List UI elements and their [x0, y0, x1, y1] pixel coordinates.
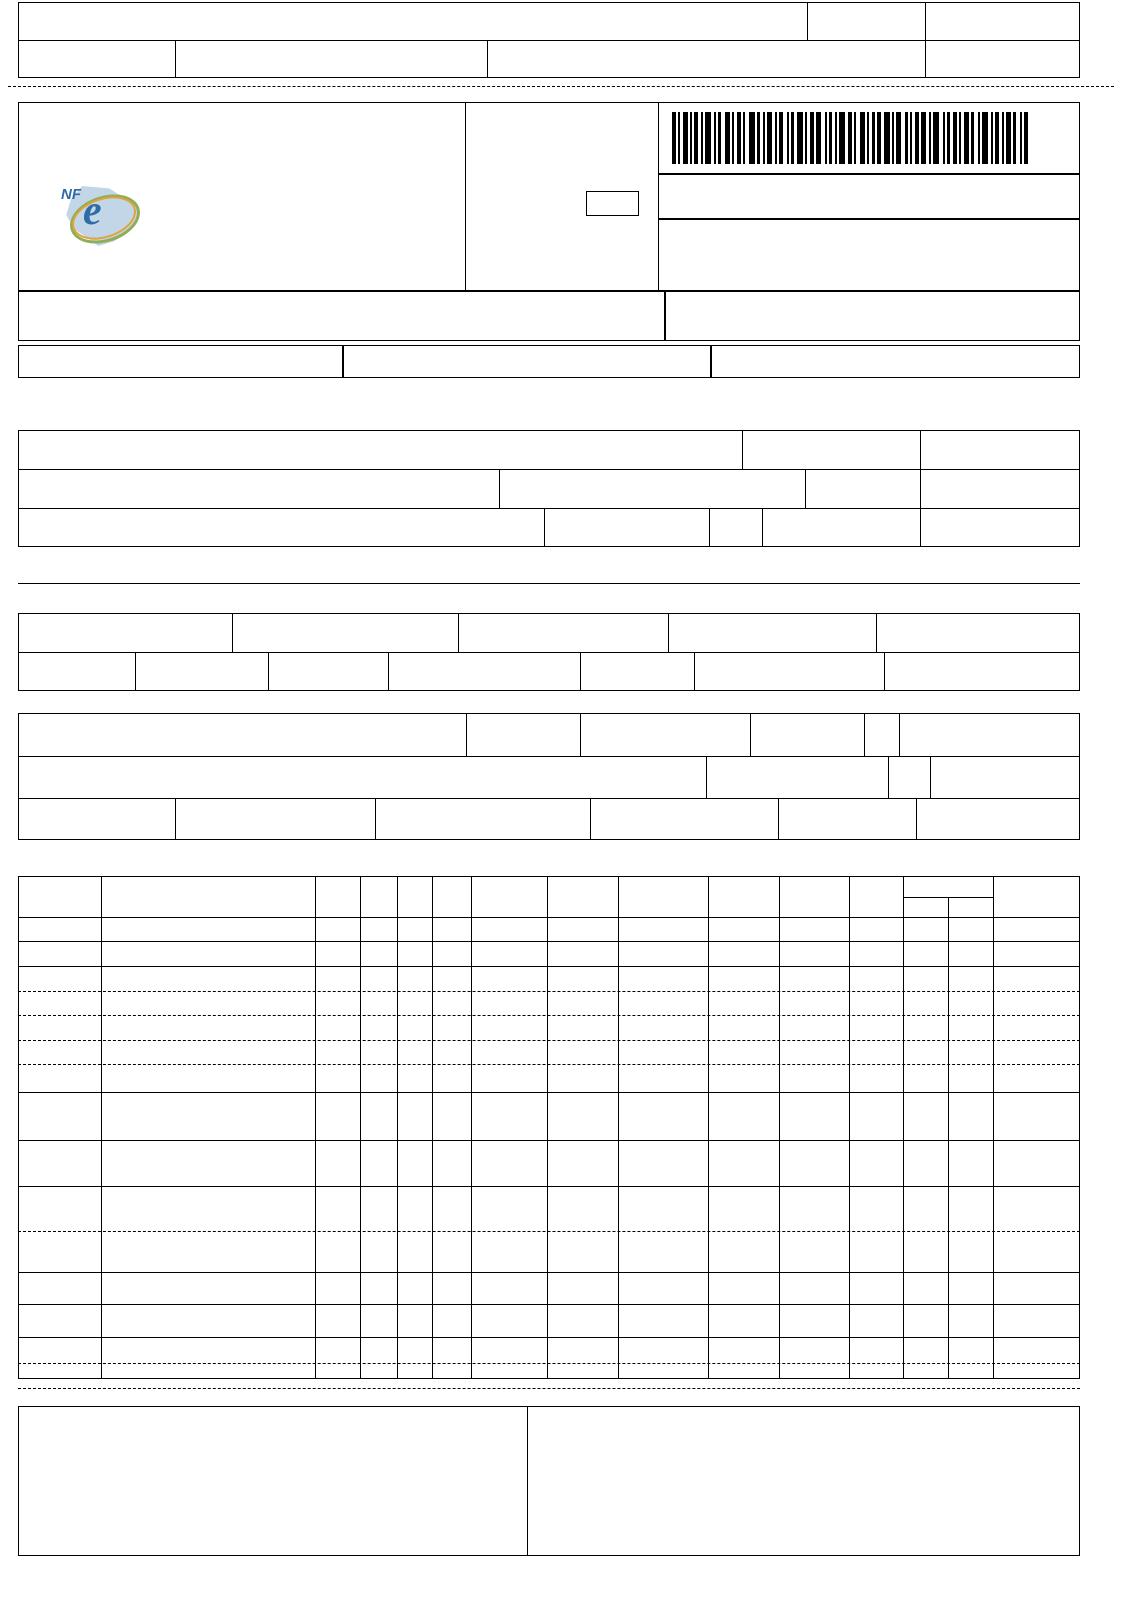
recibo-divider — [18, 40, 1080, 41]
dest-r1-div-1 — [742, 430, 743, 469]
dest-r1-div-2 — [920, 430, 921, 547]
imposto-row-div — [18, 652, 1080, 653]
prod-row-sep-11 — [18, 1272, 1080, 1273]
transp-row-div-1 — [18, 756, 1080, 757]
nfe-logo: NF e — [55, 180, 151, 250]
inscricao-st-cell — [343, 345, 711, 378]
prod-row-sep-12 — [18, 1304, 1080, 1305]
dados-adicionais-split — [527, 1406, 528, 1556]
chave-acesso-cell — [658, 174, 1080, 219]
transp-r1-d2 — [580, 713, 581, 756]
dados-adicionais-block — [18, 1406, 1080, 1556]
imp-r1-d3 — [668, 613, 669, 652]
transportador-block — [18, 713, 1080, 840]
imp-r2-d1 — [135, 652, 136, 691]
imp-r2-d2 — [268, 652, 269, 691]
prod-row-sep-7 — [18, 1092, 1080, 1093]
transp-r3-d2 — [375, 798, 376, 840]
recibo-top-div-1 — [807, 2, 808, 40]
imp-r2-d4 — [580, 652, 581, 691]
cut-line-bottom — [18, 1388, 1080, 1389]
natureza-operacao-cell — [18, 291, 665, 341]
protocolo-cell — [665, 291, 1080, 341]
prod-row-sep-9 — [18, 1186, 1080, 1187]
imposto-separator — [18, 583, 1080, 584]
recibo-bottom-div-2 — [487, 40, 488, 78]
prod-row-sep-8 — [18, 1140, 1080, 1141]
consulta-autenticidade-cell — [658, 219, 1080, 291]
inscricao-estadual-cell — [18, 345, 343, 378]
dest-r2-div-2 — [805, 469, 806, 508]
emitente-danfe-split-1 — [465, 102, 466, 291]
transp-r1-d4 — [864, 713, 865, 756]
prod-row-sep-1 — [18, 941, 1080, 942]
prod-row-sep-4 — [18, 1015, 1080, 1016]
chave-acesso-barcode — [672, 112, 1066, 164]
prod-col-13 — [948, 897, 949, 1379]
imp-r2-d3 — [388, 652, 389, 691]
prod-row-sep-2 — [18, 966, 1080, 967]
dest-r3-div-2 — [709, 508, 710, 547]
dest-r3-div-1 — [544, 508, 545, 547]
transp-r1-d5 — [899, 713, 900, 756]
transp-r3-d1 — [175, 798, 176, 840]
cut-line-top — [8, 86, 1114, 87]
transp-r3-d4 — [778, 798, 779, 840]
imp-r1-d1 — [232, 613, 233, 652]
entrada-saida-box — [586, 191, 639, 216]
imp-r1-d2 — [458, 613, 459, 652]
transp-r3-d3 — [590, 798, 591, 840]
prod-row-sep-13 — [18, 1337, 1080, 1338]
cnpj-emitente-cell — [711, 345, 1080, 378]
prod-row-sep-3 — [18, 991, 1080, 992]
produtos-header-bottom — [18, 917, 1080, 918]
transp-r2-d2 — [888, 756, 889, 798]
transp-r3-d5 — [916, 798, 917, 840]
transp-r1-d1 — [466, 713, 467, 756]
transp-r2-d3 — [930, 756, 931, 798]
imp-r1-d4 — [876, 613, 877, 652]
imp-r2-d5 — [694, 652, 695, 691]
recibo-top-div-2 — [925, 2, 926, 78]
prod-row-sep-14 — [18, 1363, 1080, 1364]
recibo-bottom-div-1 — [175, 40, 176, 78]
transp-r1-d3 — [750, 713, 751, 756]
transp-r2-d1 — [706, 756, 707, 798]
prod-row-sep-10 — [18, 1231, 1080, 1232]
prod-row-sep-6 — [18, 1064, 1080, 1065]
dest-r3-div-3 — [762, 508, 763, 547]
transp-row-div-2 — [18, 798, 1080, 799]
prod-row-sep-5 — [18, 1040, 1080, 1041]
dest-r2-div-1 — [499, 469, 500, 508]
imp-r2-d6 — [884, 652, 885, 691]
